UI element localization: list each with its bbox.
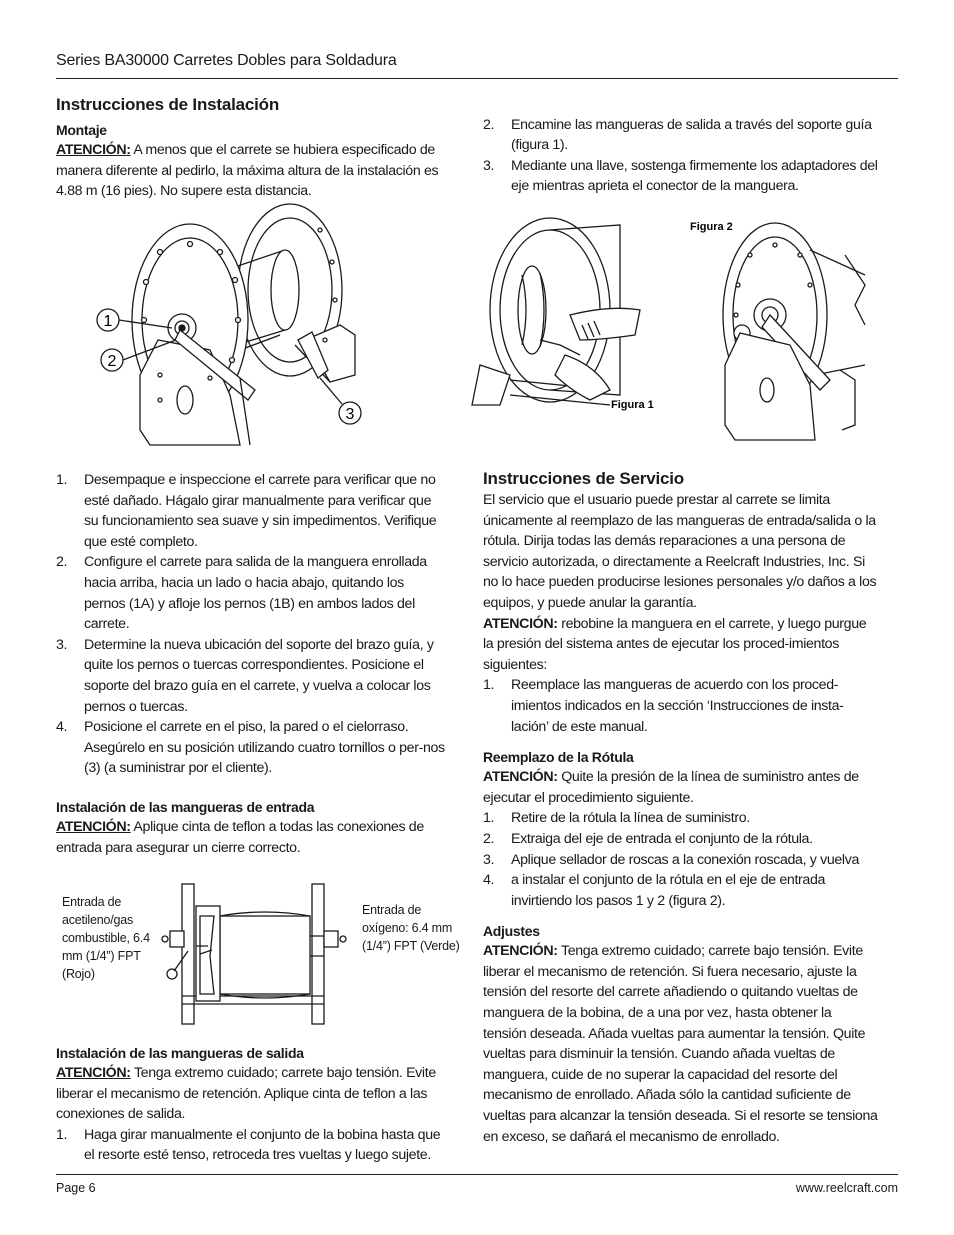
install-heading: Instrucciones de Instalación <box>56 95 280 114</box>
service-section <box>483 468 878 1147</box>
outlet-steps-list-cont <box>483 115 878 197</box>
callout-2: 2 <box>107 353 117 370</box>
list-item: 1. Retire de la rótula la línea de suministro. <box>483 810 750 827</box>
outlet-heading: Instalación de las mangueras de salida <box>56 1045 304 1061</box>
inlet-figure <box>160 876 360 1026</box>
figure-2-label: Figura 2 <box>690 221 733 233</box>
service-heading: Instrucciones de Servicio <box>483 469 684 488</box>
list-item: 2. Configure el carrete para salida de la manguera enrollada hacia arriba, hacia un lado o hacia abajo, quitando los pernos (1A) y afloje los pernos (1B) en ambos lados del carrete. <box>56 554 427 633</box>
inlet-paragraph: ATENCIÓN: Aplique cinta de teflon a todas las conexiones de entrada para asegurar un cierre correcto. <box>56 818 424 856</box>
service-intro: El servicio que el usuario puede prestar al carrete se limita únicamente al reemplazo de las mangueras de entrada/salida o la rótula. Dirija todas las demás reparaciones a una persona de servicio autorizada, o directamente a Reelcraft Industries, Inc. Si no lo hace pueden producirse lesiones personales y/o daños a los equipos, y puede anular la garantía. <box>483 492 877 611</box>
outlet-paragraph: ATENCIÓN: Tenga extremo cuidado; carrete bajo tensión. Evite liberar el mecanismo de retención. Aplique cinta de teflon a las conexiones de salida. <box>56 1065 436 1123</box>
attention-label: ATENCIÓN: <box>483 943 558 960</box>
list-item: 4. a instalar el conjunto de la rótula en el eje de entrada invirtiendo los pasos 1 y 2 (figura 2). <box>483 872 826 909</box>
running-header: Series BA30000 Carretes Dobles para Soldadura <box>56 52 397 69</box>
reel-mounting-figure <box>80 200 380 462</box>
attention-label: ATENCIÓN: <box>56 142 131 158</box>
swivel-attention: ATENCIÓN: Quite la presión de la línea de suministro antes de ejecutar el procedimiento siguiente. <box>483 769 859 806</box>
outlet-section <box>56 1043 448 1166</box>
list-item: 1. Desempaque e inspeccione el carrete para verificar que no esté dañado. Hágalo girar manualmente para verificar que su funcionamiento sea suave y sin impedimentos. Verifique que esté completo. <box>56 472 437 550</box>
install-steps-list <box>56 470 448 779</box>
list-item: 3. Mediante una llave, sostenga firmemente los adaptadores del eje mientras aprieta el conector de la manguera. <box>483 157 878 195</box>
list-item: 3. Aplique sellador de roscas a la conexión roscada, y vuelva <box>483 851 860 868</box>
inlet-heading: Instalación de las mangueras de entrada <box>56 798 315 815</box>
list-item: 4. Posicione el carrete en el piso, la pared o el cielorraso. Asegúrelo en su posición utilizando cuatro tornillos o per-nos (3) (a suministrar por el cliente). <box>56 719 445 777</box>
montaje-heading: Montaje <box>56 122 107 138</box>
page-number: Page 6 <box>56 1181 96 1195</box>
oxygen-inlet-label: Entrada de oxígeno: 6.4 mm (1/4”) FPT (Verde) <box>362 903 460 953</box>
adjust-attention: ATENCIÓN: Tenga extremo cuidado; carrete bajo tensión. Evite liberar el mecanismo de retención. Si fuera necesario, ajuste la tensión del resorte del carrete añadiendo o quitando vueltas de manguera de la bobina, de a una por vez, hasta obtener la tensión deseada. Añada vueltas para aumentar la tensión. Quite vueltas para disminuir la tensión. Cuando añada vueltas de manguera, cuide de no superar la capacidad del resorte del mecanismo de enrollado. Añada sólo la cantidad suficiente de vueltas para alcanzar la tensión deseada. Si el resorte se tensiona en exceso, se dañará el mecanismo de enrollado. <box>483 943 878 1145</box>
callout-3: 3 <box>345 406 355 423</box>
figure-1-label: Figura 1 <box>611 399 654 411</box>
outlet-steps-list <box>56 1125 448 1166</box>
attention-label: ATENCIÓN: <box>56 1065 131 1081</box>
figures-1-2 <box>470 215 870 445</box>
list-item: 1. Reemplace las mangueras de acuerdo con los proced-imientos indicados en la sección ‘Instrucciones de insta-lación’ de este manual. <box>483 677 844 735</box>
montaje-paragraph <box>56 140 448 202</box>
list-item: 2. Extraiga del eje de entrada el conjunto de la rótula. <box>483 830 813 847</box>
adjust-heading: Adjustes <box>483 923 540 940</box>
footer-rule <box>56 1174 898 1175</box>
attention-label: ATENCIÓN: <box>56 818 131 835</box>
swivel-heading: Reemplazo de la Rótula <box>483 749 634 766</box>
service-steps-list <box>483 675 878 737</box>
list-item: 2. Encamine las mangueras de salida a través del soporte guía (figura 1). <box>483 116 872 154</box>
outlet-continued <box>483 94 878 197</box>
service-attention: ATENCIÓN: rebobine la manguera en el carrete, y luego purgue la presión del sistema antes de ejecutar los proced-imientos siguientes: <box>483 615 867 673</box>
list-item: 3. Determine la nueva ubicación del soporte del brazo guía, y quite los pernos o tuercas correspondientes. Posicione el soporte del brazo guía en el carrete, y vuelva a colocar los pernos o tuercas. <box>56 636 434 715</box>
acetylene-inlet-label: Entrada de acetileno/gas combustible, 6.4 mm (1/4”) FPT (Rojo) <box>62 895 150 981</box>
attention-label: ATENCIÓN: <box>483 615 558 632</box>
website-url: www.reelcraft.com <box>795 1181 898 1195</box>
header-rule <box>56 78 898 79</box>
montaje-text: A menos que el carrete se hubiera especificado de manera diferente al pedirlo, la máxima altura de la instalación es 4.88 m (16 pies). No supere esta distancia. <box>56 142 439 200</box>
install-steps <box>56 470 448 858</box>
swivel-steps-list <box>483 808 878 911</box>
callout-1: 1 <box>103 313 113 330</box>
install-top <box>56 94 448 202</box>
attention-label: ATENCIÓN: <box>483 769 558 786</box>
list-item: 1. Haga girar manualmente el conjunto de la bobina hasta que el resorte esté tenso, retroceda tres vueltas y luego sujete. <box>56 1126 441 1164</box>
